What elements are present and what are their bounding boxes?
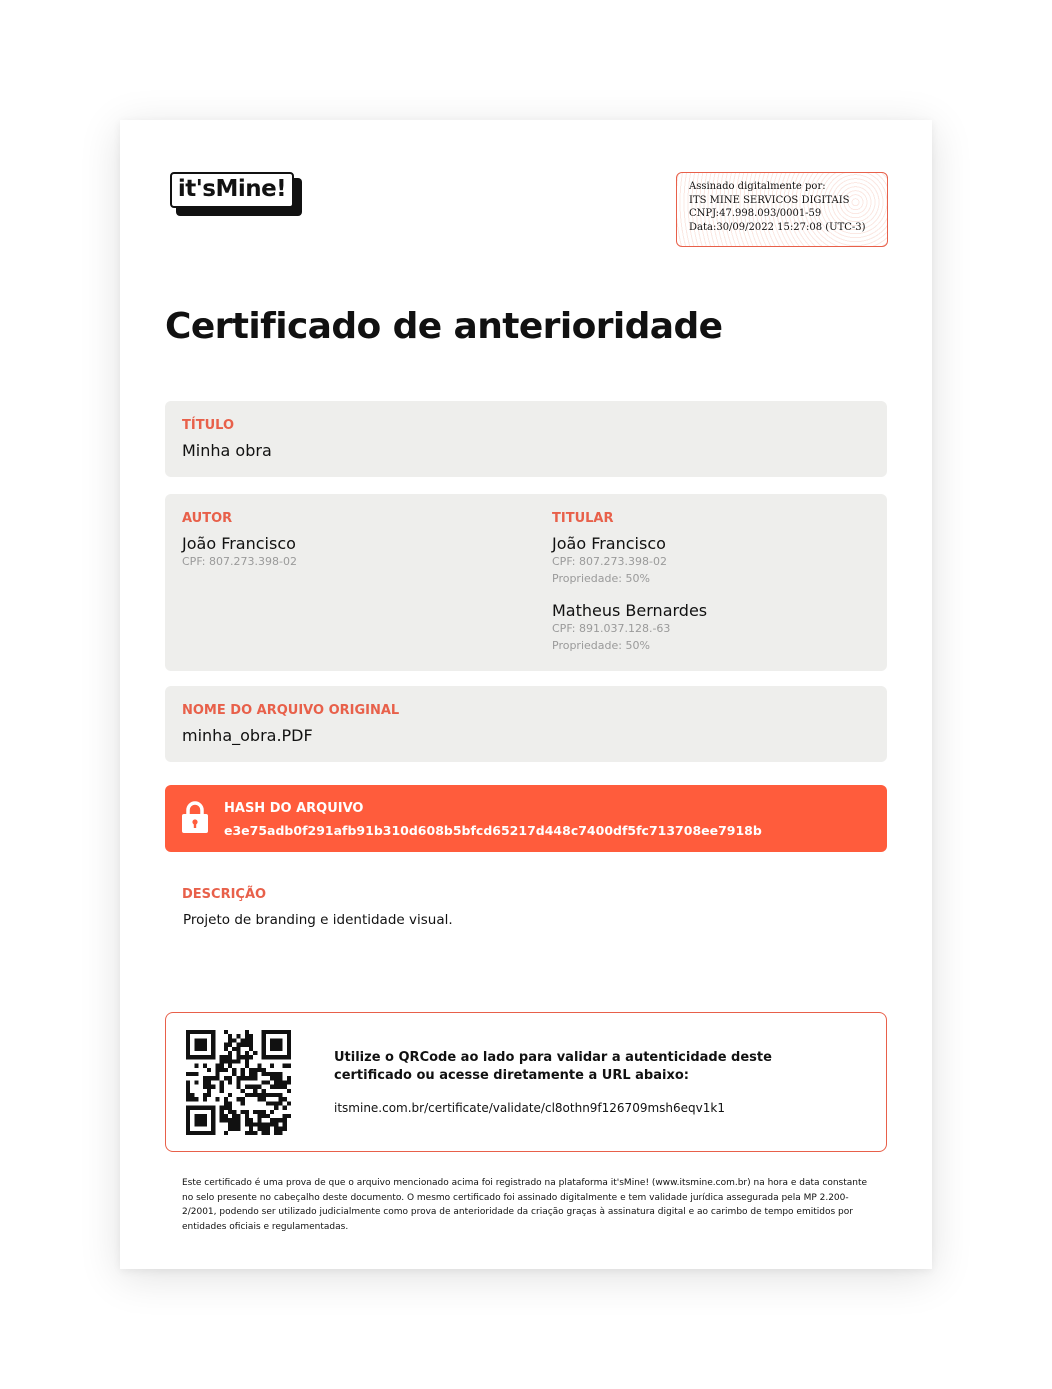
titular-1-share: Propriedade: 50% (552, 572, 650, 585)
descricao-value: Projeto de branding e identidade visual. (183, 912, 453, 928)
hash-value: e3e75adb0f291afb91b310d608b5bfcd65217d448c7400df5fc713708ee7918b (224, 823, 762, 838)
seal-line-2: ITS MINE SERVICOS DIGITAIS (689, 194, 850, 206)
certificate-page (120, 120, 932, 1269)
page-title: Certificado de anterioridade (165, 306, 723, 347)
seal-line-4: Data:30/09/2022 15:27:08 (UTC-3) (689, 221, 866, 233)
autor-titular-card (165, 494, 887, 671)
hash-label: HASH DO ARQUIVO (224, 801, 364, 816)
titulo-value: Minha obra (182, 441, 272, 460)
seal-line-1: Assinado digitalmente por: (689, 181, 826, 192)
hash-card (165, 785, 887, 852)
autor-cpf: CPF: 807.273.398-02 (182, 555, 297, 568)
arquivo-label: NOME DO ARQUIVO ORIGINAL (182, 703, 400, 718)
titular-label: TITULAR (552, 511, 614, 526)
digital-signature-seal (676, 172, 888, 247)
arquivo-value: minha_obra.PDF (182, 726, 313, 745)
titular-1-name: João Francisco (552, 534, 666, 553)
titular-1-cpf: CPF: 807.273.398-02 (552, 555, 667, 568)
itsmine-logo (170, 172, 302, 216)
titular-2-name: Matheus Bernardes (552, 601, 708, 620)
seal-line-3: CNPJ:47.998.093/0001-59 (689, 208, 822, 219)
descricao-label: DESCRIÇÃO (182, 887, 267, 902)
autor-label: AUTOR (182, 511, 233, 526)
legal-disclaimer: Este certificado é uma prova de que o arquivo mencionado acima foi registrado na plataforma it'sMine! (www.itsmine.com.br) na hora e data constante no selo presente no cabeçalho deste documento. O mesmo certificado foi assinado digitalmente e tem validade jurídica assegurada pela MP 2.200-2/2001, podendo ser utilizado judicialmente como prova de anterioridade da criação graças à assinatura digital e ao carimbo de tempo emitidos por entidades oficiais e regulamentadas. (182, 1178, 868, 1232)
titular-2-share: Propriedade: 50% (552, 639, 650, 652)
validation-instructions: Utilize o QRCode ao lado para validar a autenticidade deste certificado ou acesse diretamente a URL abaixo: (334, 1050, 772, 1083)
logo-text: it'sMine! (170, 172, 294, 208)
lock-icon (181, 801, 209, 834)
autor-name: João Francisco (182, 534, 296, 553)
validation-url[interactable]: itsmine.com.br/certificate/validate/cl8othn9f126709msh6eqv1k1 (334, 1101, 725, 1115)
validation-box (165, 1012, 887, 1152)
titulo-card (165, 401, 887, 477)
qr-code[interactable] (186, 1030, 291, 1135)
arquivo-card (165, 686, 887, 762)
titulo-label: TÍTULO (182, 418, 234, 433)
titular-2-cpf: CPF: 891.037.128.-63 (552, 622, 671, 635)
